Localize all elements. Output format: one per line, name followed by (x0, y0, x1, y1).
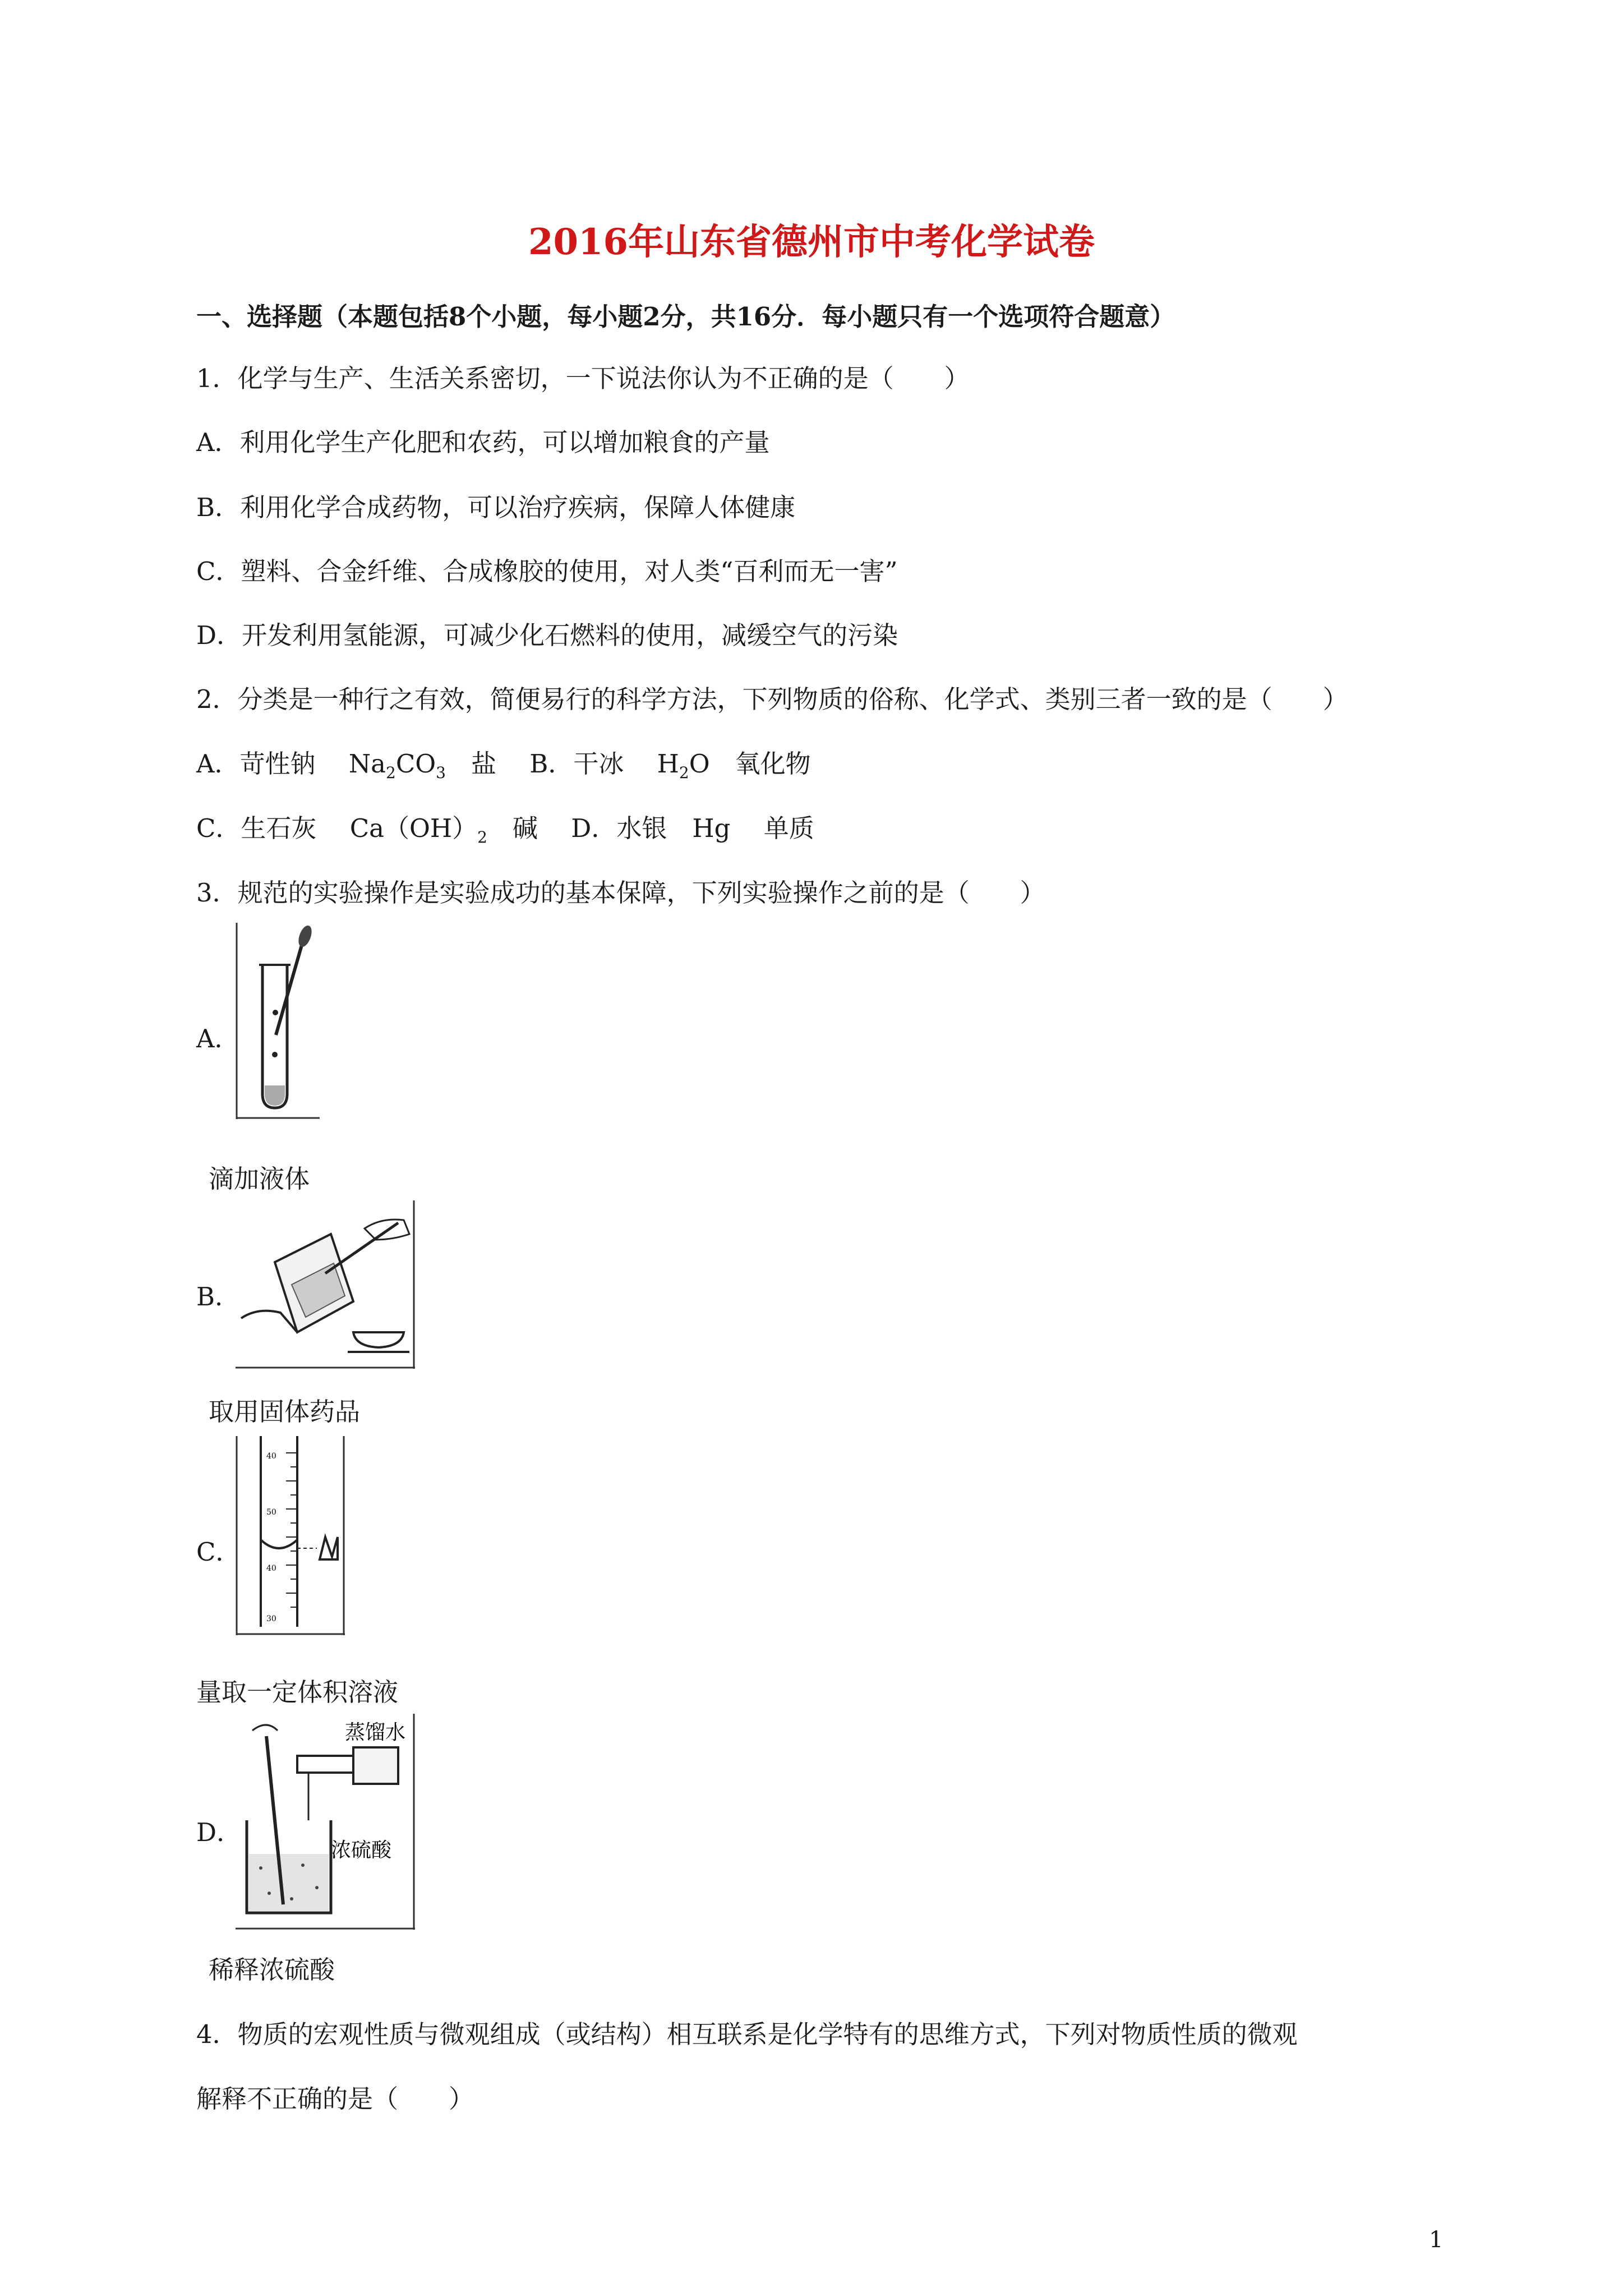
distilled-water-label: 蒸馏水 (345, 1721, 406, 1744)
q4-stem-line2: 解释不正确的是（ ） (196, 2084, 474, 2114)
q3-option-d-letter: D． (196, 1818, 242, 1847)
cylinder-tick-label: 50 (266, 1508, 276, 1517)
q2-stem: 2．分类是一种行之有效，简便易行的科学方法，下列物质的俗称、化学式、类别三者一致的是（ ） (196, 684, 1348, 714)
q2-options-ab: A．苛性钠 $Na_2CO_3$ 盐 B．干冰 $H_2O$ 氧化物 (196, 749, 811, 782)
solid-reagent-figure (236, 1200, 415, 1369)
q2-options-cd: C．生石灰 $Ca(OH)_2$ 碱 D．水银 Hg 单质 (196, 813, 814, 846)
cylinder-tick-label: 30 (266, 1614, 276, 1623)
q3-option-c-caption: 量取一定体积溶液 (196, 1677, 399, 1707)
concentrated-acid-label: 浓硫酸 (331, 1839, 392, 1862)
page-number: 1 (1429, 2227, 1444, 2253)
q1-option-d: D．开发利用氢能源，可减少化石燃料的使用，减缓空气的污染 (196, 620, 898, 650)
page-title: 2016年山东省德州市中考化学试卷 (528, 221, 1095, 263)
cylinder-tick-label: 40 (266, 1564, 276, 1573)
dropper-test-tube-figure (236, 923, 320, 1119)
q1-option-b: B．利用化学合成药物，可以治疗疾病，保障人体健康 (196, 493, 796, 522)
q3-option-c-letter: C． (196, 1537, 241, 1567)
q3-option-b-caption: 取用固体药品 (209, 1397, 361, 1427)
cylinder-tick-label: 40 (266, 1452, 276, 1461)
measuring-cylinder-figure (236, 1436, 345, 1635)
q3-option-d-caption: 稀释浓硫酸 (209, 1955, 335, 1985)
q1-stem: 1．化学与生产、生活关系密切，一下说法你认为不正确的是（ ） (196, 364, 970, 393)
q3-option-a-caption: 滴加液体 (209, 1164, 310, 1194)
section-heading: 一、选择题（本题包括8个小题，每小题2分，共16分．每小题只有一个选项符合题意） (196, 302, 1175, 332)
q3-option-a-letter: A． (196, 1024, 240, 1053)
q1-option-a: A．利用化学生产化肥和农药，可以增加粮食的产量 (196, 427, 770, 457)
q1-option-c: C．塑料、合金纤维、合成橡胶的使用，对人类“百利而无一害” (196, 556, 898, 586)
q3-stem: 3．规范的实验操作是实验成功的基本保障，下列实验操作之前的是（ ） (196, 878, 1045, 908)
dilute-sulfuric-acid-figure (236, 1714, 415, 1930)
q4-stem-line1: 4．物质的宏观性质与微观组成（或结构）相互联系是化学特有的思维方式，下列对物质性质的微观 (196, 2019, 1298, 2049)
q3-option-b-letter: B． (196, 1282, 241, 1312)
